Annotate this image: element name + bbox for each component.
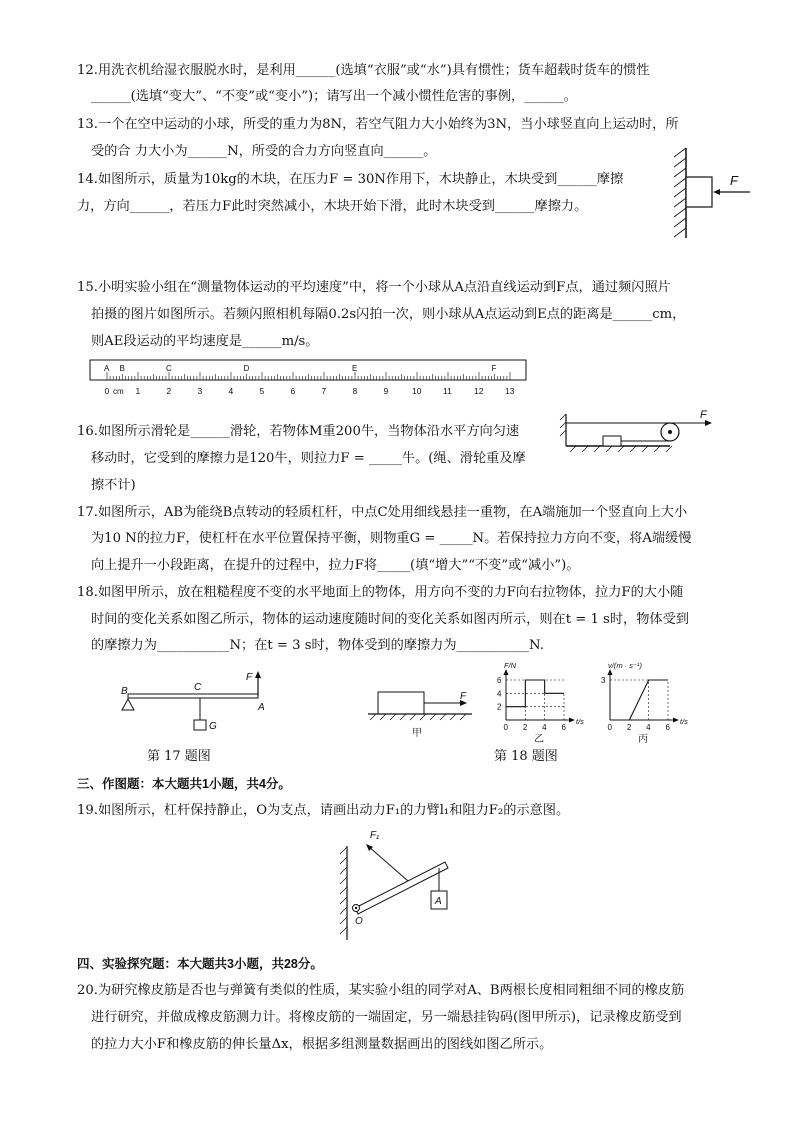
- x-tick-label: 6: [665, 723, 670, 732]
- fig19-lever: [338, 826, 478, 942]
- x-tick-label: 6: [561, 723, 566, 732]
- q14-force-label: F: [730, 173, 738, 188]
- q14-line2: 力，方向______，若压力F此时突然减小，木块开始下滑，此时木块受到______摩擦力。: [77, 199, 588, 214]
- ruler-number: 8: [352, 386, 358, 396]
- q12-line2: ______(选填“变大”、“不变”或“变小”)；请写出一个减小惯性危害的事例，______。: [91, 89, 577, 104]
- ruler-point-D: D: [243, 364, 250, 373]
- y-tick-label: 4: [497, 689, 502, 699]
- ruler-unit: cm: [113, 387, 124, 396]
- fig17-caption: 第 17 题图: [147, 749, 211, 764]
- x-tick-label: 0: [503, 723, 508, 732]
- q18-line2: 时间的变化关系如图乙所示，物体的运动速度随时间的变化关系如图丙所示，则在t = 1 s时，物体受到: [91, 612, 689, 627]
- q13-line2: 受的合 力大小为______N，所受的合力方向竖直向______。: [91, 144, 437, 159]
- q15-line1: 15.小明实验小组在“测量物体运动的平均速度”中，将一个小球从A点沿直线运动到F点，通过频闪照片: [77, 280, 671, 295]
- ruler-number: 5: [259, 386, 265, 396]
- section4-heading: 四、实验探究题：本大题共3小题，共28分。: [77, 957, 323, 971]
- section3-heading: 三、作图题：本大题共1小题，共4分。: [77, 777, 291, 791]
- y-tick-label: 6: [497, 676, 502, 685]
- ruler-number: 4: [228, 386, 234, 396]
- y-axis-label: v/(m · s⁻¹): [608, 661, 642, 670]
- q16-force-label: F: [700, 409, 707, 421]
- q15-ruler-figure: [90, 360, 530, 415]
- q16-line1: 16.如图所示滑轮是______滑轮，若物体M重200牛，当物体沿水平方向匀速: [77, 424, 520, 439]
- q18-line3: 的摩擦力为___________N；在t = 3 s时，物体受到的摩擦力为___________N.: [91, 638, 544, 653]
- q12-line1: 12.用洗衣机给湿衣服脱水时，是利用______(选填“衣服”或“水”)具有惯性；货车超载时货车的惯性: [77, 63, 650, 78]
- fig18-bing-chart: [594, 660, 694, 745]
- fig19-F1: F₁: [370, 830, 380, 841]
- q13-line1: 13.一个在空中运动的小球，所受的重力为8N，若空气阻力大小始终为3N，当小球竖直向上运动时，所: [77, 117, 679, 132]
- q15-line2: 拍摄的图片如图所示。若频闪照相机每隔0.2s闪拍一次，则小球从A点运动到E点的距离是______cm，: [91, 307, 686, 322]
- q19-text: 19.如图所示，杠杆保持静止，O为支点，请画出动力F₁的力臂l₁和阻力F₂的示意图。: [77, 803, 570, 818]
- q18-line1: 18.如图甲所示，放在粗糙程度不变的水平地面上的物体，用方向不变的力F向右拉物体，拉力F的大小随: [77, 585, 684, 600]
- ruler-number: 0: [104, 386, 110, 396]
- ruler-number: 11: [443, 386, 452, 396]
- fig17-C: C: [194, 682, 202, 693]
- fig18-jia-label: 甲: [412, 728, 422, 739]
- ruler-point-C: C: [166, 364, 172, 373]
- fig17-A: A: [258, 702, 265, 713]
- q20-line2: 进行研究，并做成橡皮筋测力计。将橡皮筋的一端固定，另一端悬挂钩码(图甲所示)，记录橡皮筋受到: [91, 1010, 682, 1025]
- q20-line3: 的拉力大小F和橡皮筋的伸长量Δx，根据多组测量数据画出的图线如图乙所示。: [91, 1037, 553, 1052]
- ruler-point-B: B: [119, 364, 125, 373]
- y-tick-label: 3: [601, 676, 606, 685]
- series-line: [610, 680, 668, 720]
- fig18-caption: 第 18 题图: [494, 749, 558, 764]
- q14-wall-block-figure: [670, 145, 770, 245]
- x-axis-arrow: [569, 718, 575, 723]
- x-tick-label: 4: [542, 723, 547, 732]
- fig18-jia-F: F: [460, 691, 467, 702]
- y-axis-label: F/N: [504, 661, 517, 670]
- fig17-B: B: [121, 686, 128, 697]
- q14-line1: 14.如图所示，质量为10kg的木块，在压力F = 30N作用下，木块静止，木块受到______摩擦: [77, 172, 624, 187]
- x-tick-label: 0: [607, 723, 612, 732]
- x-axis-arrow: [673, 718, 679, 723]
- x-axis-label: t/s: [680, 717, 688, 726]
- ruler-number: 13: [505, 386, 515, 396]
- chart-caption: 丙: [638, 734, 648, 745]
- ruler-number: 1: [135, 386, 141, 396]
- q16-line2: 移动时，它受到的摩擦力是120牛，则拉力F = _____牛。(绳、滑轮重及摩: [91, 451, 526, 466]
- chart-caption: 乙: [534, 734, 544, 745]
- ruler-number: 9: [383, 386, 389, 396]
- y-tick-label: 2: [497, 702, 502, 712]
- fig18-jia: [368, 688, 483, 738]
- x-tick-label: 4: [646, 723, 651, 732]
- fig17-lever: [118, 668, 278, 738]
- q16-pulley-figure: [560, 410, 730, 460]
- fig17-G: G: [209, 721, 217, 732]
- q20-line1: 20.为研究橡皮筋是否也与弹簧有类似的性质，某实验小组的同学对A、B两根长度相同粗细不同的橡皮筋: [77, 983, 685, 998]
- q17-line1: 17.如图所示，AB为能绕B点转动的轻质杠杆，中点C处用细线悬挂一重物，在A端施加一个竖直向上大小: [77, 505, 688, 520]
- ruler-number: 12: [474, 386, 484, 396]
- fig17-F: F: [246, 672, 253, 683]
- ruler-number: 10: [412, 386, 422, 396]
- ruler-point-A: A: [104, 364, 110, 373]
- x-axis-label: t/s: [576, 717, 584, 726]
- ruler-point-E: E: [352, 364, 358, 373]
- q15-line3: 则AE段运动的平均速度是______m/s。: [91, 334, 319, 349]
- q16-line3: 擦不计): [91, 478, 136, 493]
- ruler-number: 3: [197, 386, 203, 396]
- x-tick-label: 2: [626, 723, 632, 732]
- x-tick-label: 2: [522, 723, 528, 732]
- ruler-number: 2: [166, 386, 172, 396]
- q17-line3: 向上提升一小段距离，在提升的过程中，拉力F将_____(填“增大”“不变”或“减小”)。: [91, 558, 580, 573]
- fig19-A: A: [435, 896, 442, 907]
- fig18-yi-chart: [490, 660, 590, 745]
- ruler-number: 6: [290, 386, 296, 396]
- q17-line2: 为10 N的拉力F，使杠杆在水平位置保持平衡，则物重G = _____N。若保持拉力方向不变，将A端缓慢: [91, 531, 692, 546]
- ruler-point-F: F: [491, 364, 497, 373]
- ruler-number: 7: [321, 386, 327, 396]
- fig19-O: O: [355, 916, 363, 927]
